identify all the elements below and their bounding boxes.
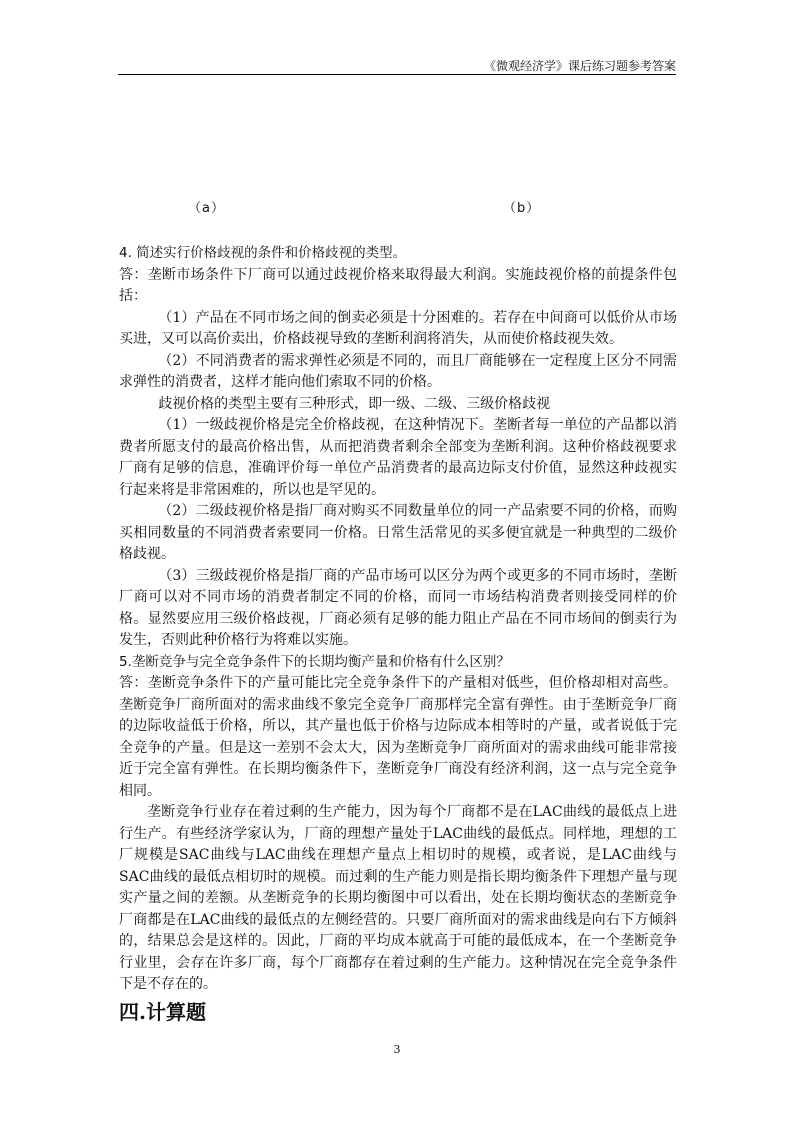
question-5: 5.垄断竞争与完全竞争条件下的长期均衡产量和价格有什么区别？	[119, 653, 510, 670]
answer-4-condition-1: （1）产品在不同市场之间的倒卖必须是十分困难的。若存在中间商可以低价从市场买进，又可以高价卖出，价格歧视导致的垄断利润将消失，从而使价格歧视失效。	[119, 309, 677, 347]
page-content	[119, 243, 677, 996]
header-rule	[118, 74, 676, 75]
answer-4-intro: 答：垄断市场条件下厂商可以通过歧视价格来取得最大利润。实施歧视价格的前提条件包括：	[119, 266, 677, 304]
figure-label-b: （b）	[503, 201, 541, 216]
answer-5-para-1: 答：垄断竞争条件下的产量可能比完全竞争条件下的产量相对低些，但价格却相对高些。垄断竞争厂商所面对的需求曲线不象完全竞争厂商那样完全富有弹性。由于垄断竞争厂商的边际收益低于价格，所以，其产量也低于价格与边际成本相等时的产量，或者说低于完全竞争的产量。但是这一差别不会太大，因为垄断竞争厂商所面对的需求曲线可能非常接近于完全富有弹性。在长期均衡条件下，垄断竞争厂商没有经济利润，这一点与完全竞争相同。	[119, 675, 677, 799]
answer-4-type-2: （2）二级歧视价格是指厂商对购买不同数量单位的同一产品索要不同的价格，而购买相同数量的不同消费者索要同一价格。日常生活常见的买多便宜就是一种典型的二级价格歧视。	[119, 503, 677, 562]
answer-4-type-1: （1）一级歧视价格是完全价格歧视，在这种情况下。垄断者每一单位的产品都以消费者所愿支付的最高价格出售，从而把消费者剩余全部变为垄断利润。这种价格歧视要求厂商有足够的信息，准确评价每一单位产品消费者的最高边际支付价值，显然这种歧视实行起来将是非常困难的，所以也是罕见的。	[119, 417, 677, 498]
page-number: 3	[393, 1043, 401, 1056]
answer-4-condition-2: （2）不同消费者的需求弹性必须是不同的，而且厂商能够在一定程度上区分不同需求弹性的消费者，这样才能向他们索取不同的价格。	[119, 352, 677, 390]
section-heading: 四.计算题	[119, 1000, 206, 1024]
figure-label-a: （a）	[188, 201, 225, 216]
question-4: 4. 简述实行价格歧视的条件和价格歧视的类型。	[119, 245, 407, 261]
answer-5-para-2: 垄断竞争行业存在着过剩的生产能力，因为每个厂商都不是在LAC曲线的最低点上进行生产。有些经济学家认为，厂商的理想产量处于LAC曲线的最低点。同样地，理想的工厂规模是SAC曲线与LAC曲线在理想产量点上相切时的规模，或者说，是LAC曲线与 SAC曲线的最低点相切时的规模。而过剩的生产能力则是指长期均衡条件下理想产量与现实产量之间的差额。从垄断竞争的长期均衡图中可以看出，处在长期均衡状态的垄断竞争厂商都是在LAC曲线的最低点的左侧经营的。只要厂商所面对的需求曲线是向右下方倾斜的，结果总会是这样的。因此，厂商的平均成本就高于可能的最低成本，在一个垄断竞争行业里，会存在许多厂商，每个厂商都存在着过剩的生产能力。这种情况在完全竞争条件下是不存在的。	[119, 804, 677, 992]
answer-4-types-intro: 歧视价格的类型主要有三种形式，即一级、二级、三级价格歧视	[158, 395, 551, 412]
answer-4-type-3: （3）三级歧视价格是指厂商的产品市场可以区分为两个或更多的不同市场时，垄断厂商可以对不同市场的消费者制定不同的价格，而同一市场结构消费者则接受同样的价格。显然要应用三级价格歧视，厂商必须有足够的能力阻止产品在不同市场间的倒卖行为发生，否则此种价格行为将难以实施。	[119, 567, 677, 648]
running-header: 《微观经济学》课后练习题参考答案	[483, 59, 676, 73]
